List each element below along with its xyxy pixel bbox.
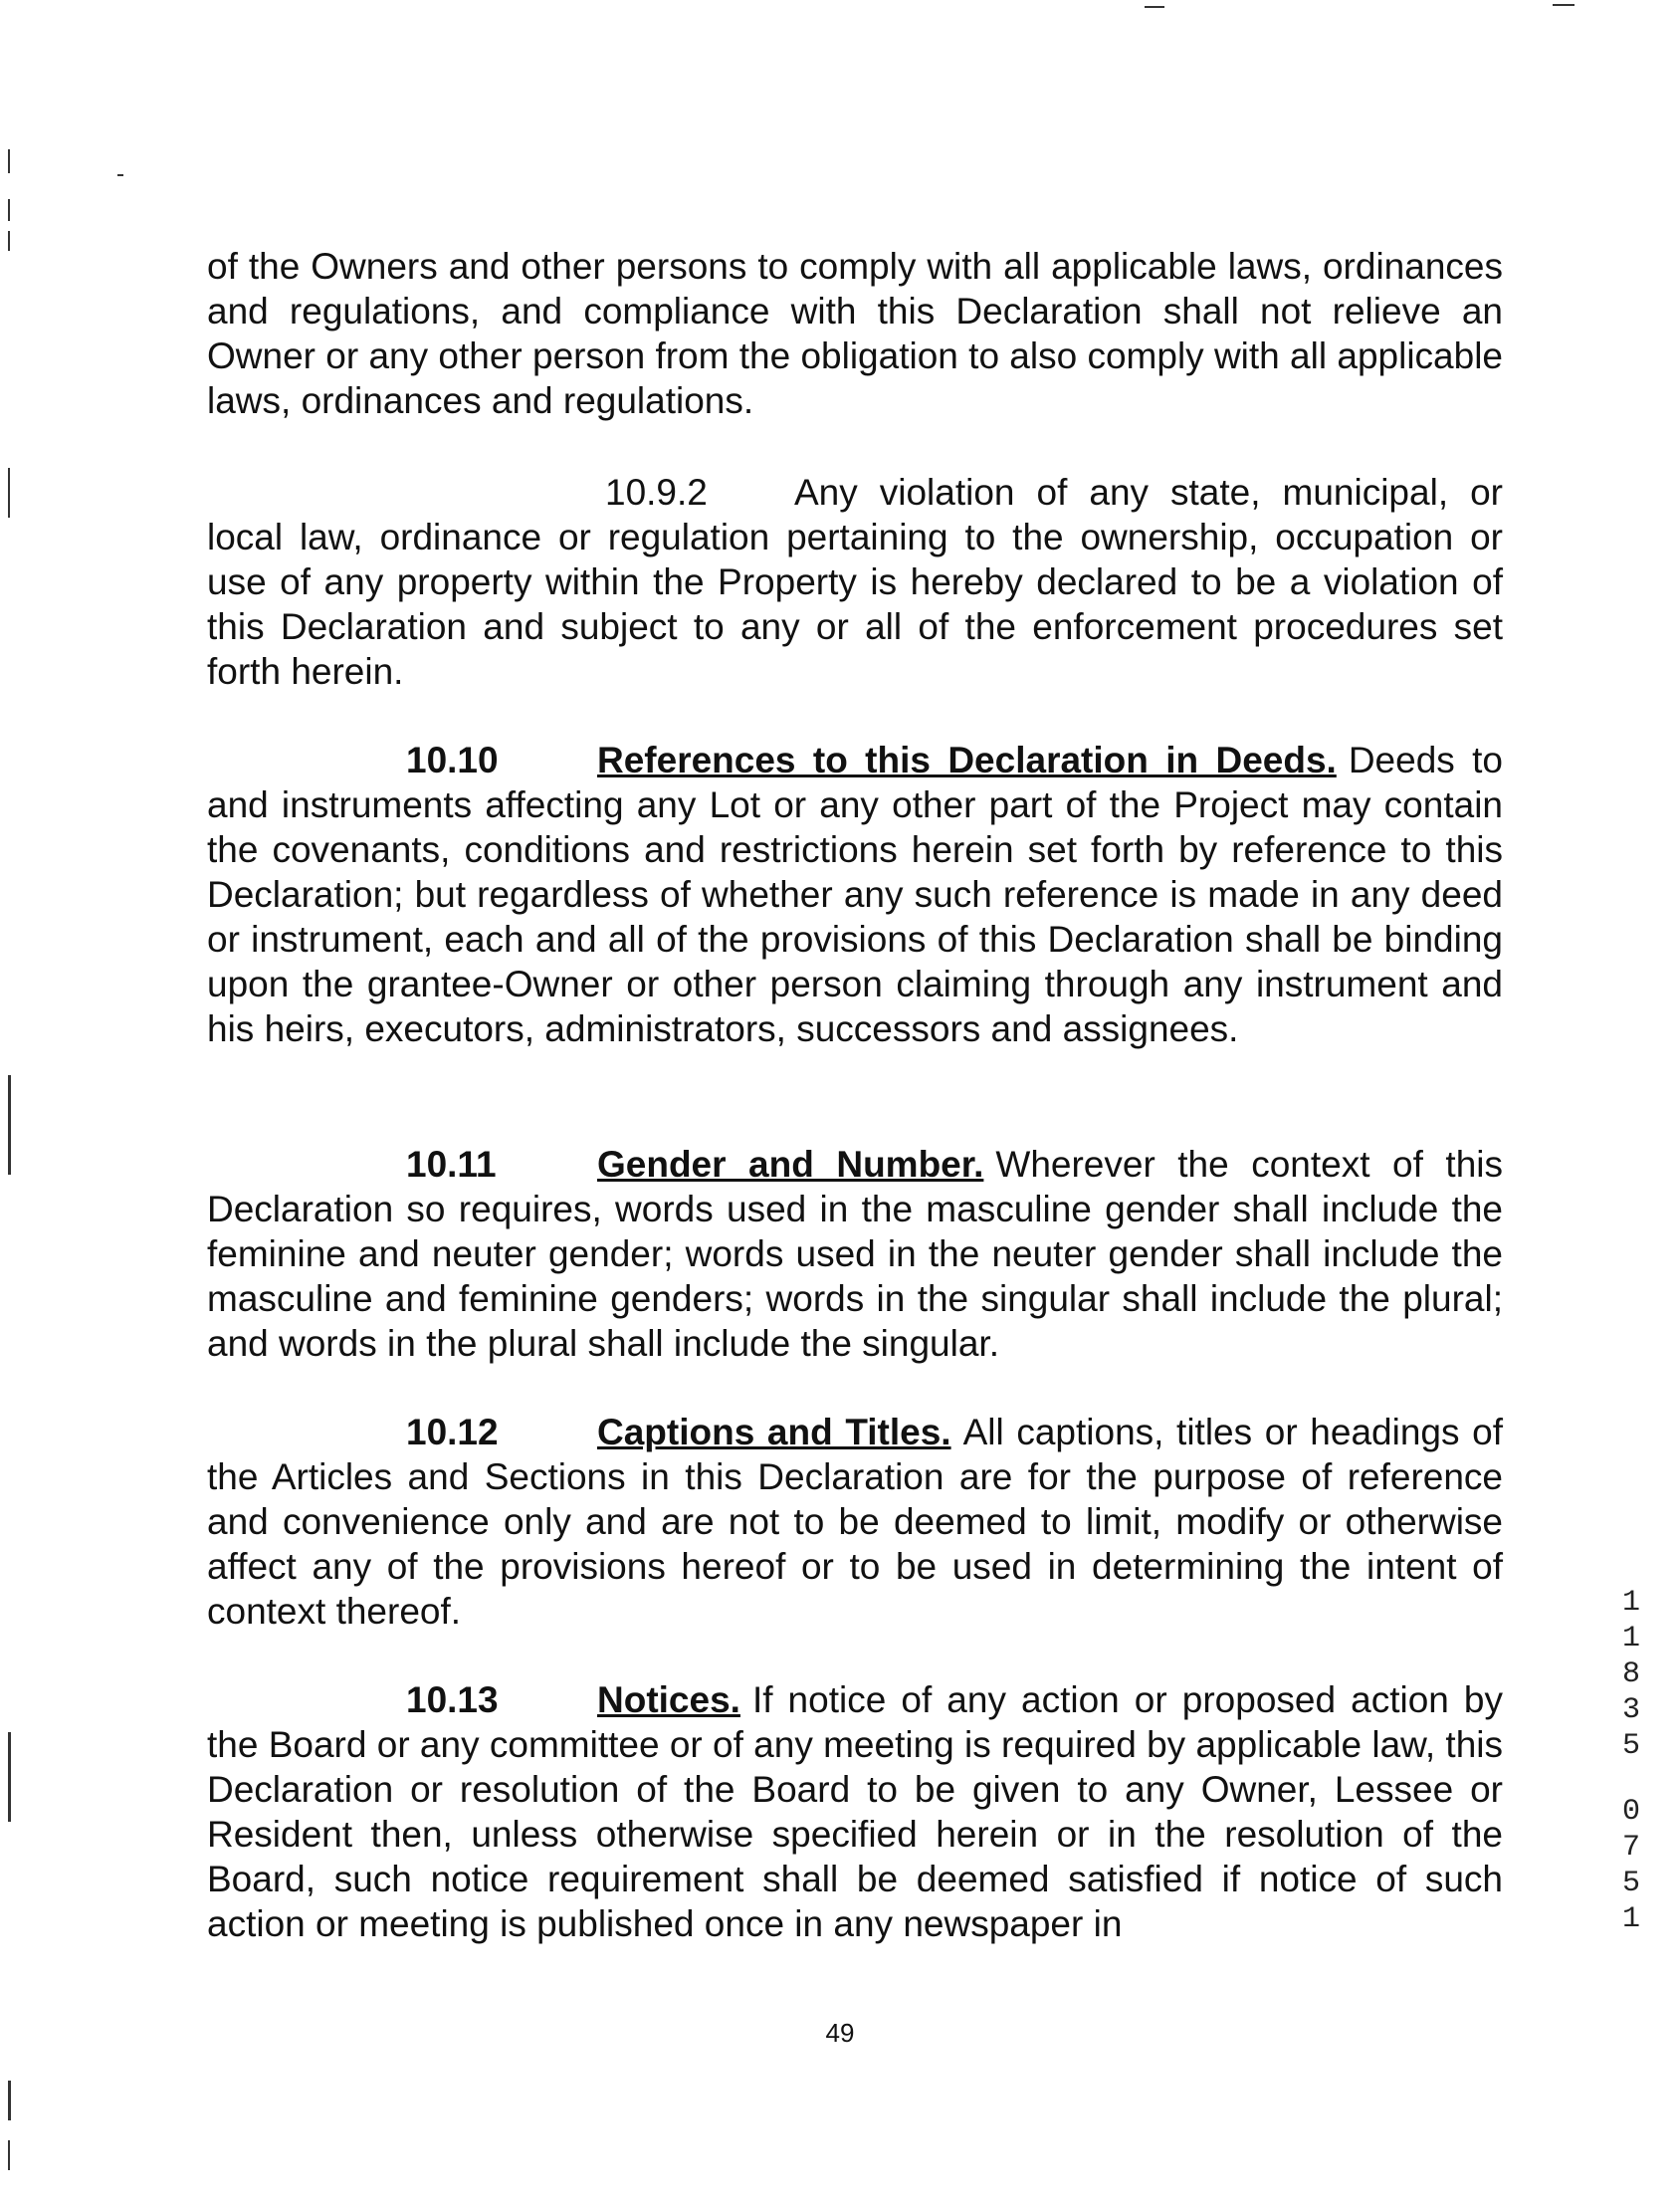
- stamp-gap: [1616, 1764, 1646, 1794]
- scan-mark: [1553, 4, 1575, 6]
- section-title: Captions and Titles.: [597, 1412, 951, 1452]
- section-10-13: [207, 1677, 1503, 1946]
- stamp-digit: 7: [1621, 1831, 1640, 1865]
- section-number: 10.13: [406, 1679, 499, 1720]
- stamp-digit: 8: [1621, 1657, 1640, 1691]
- section-number: 10.9.2: [605, 472, 708, 513]
- scan-mark: [8, 149, 10, 173]
- section-10-11: [207, 1142, 1503, 1366]
- continuation-text: of the Owners and other persons to comply with all applicable laws, ordinances and regulations, and compliance with this Declaration shall not relieve an Owner or any other person from the obligation to also comply with all applicable laws, ordinances and regulations.: [207, 246, 1503, 421]
- section-text: All captions, titles or headings of the Articles and Sections in this Declaration are for the purpose of reference and convenience only and are not to be deemed to limit, modify or otherwise affect any of the provisions hereof or to be used in determining the intent of context thereof.: [207, 1412, 1503, 1632]
- section-10-12: [207, 1410, 1503, 1634]
- section-number: 10.12: [406, 1412, 499, 1452]
- scan-mark: [8, 231, 10, 251]
- scan-mark: [8, 1075, 11, 1175]
- scan-mark: [1145, 6, 1164, 8]
- stamp-digit: 5: [1621, 1867, 1640, 1900]
- stamp-digit: 5: [1621, 1729, 1640, 1763]
- scan-mark: [8, 2081, 11, 2120]
- section-10-10: [207, 738, 1503, 1051]
- section-text: Any violation of any state, municipal, or local law, ordinance or regulation pertaining to the ownership, occupation or use of any property within the Property is hereby declared to be a violation of this Declaration and subject to any or all of the enforcement procedures set forth herein.: [207, 472, 1503, 692]
- continuation-paragraph: [207, 244, 1503, 423]
- side-stamp: [1616, 1585, 1646, 1937]
- scan-mark: [8, 1732, 11, 1822]
- scan-mark: [8, 468, 10, 518]
- section-title: Notices.: [597, 1679, 740, 1720]
- stamp-digit: 3: [1621, 1693, 1640, 1727]
- scan-mark: [8, 199, 10, 221]
- section-number: 10.11: [406, 1144, 497, 1185]
- section-10-9-2: [207, 470, 1503, 694]
- section-title: Gender and Number.: [597, 1144, 984, 1185]
- scan-mark: [8, 2140, 10, 2170]
- scan-mark: [117, 174, 123, 176]
- page-number: 49: [825, 2018, 855, 2048]
- section-text: If notice of any action or proposed action by the Board or any committee or of any meeting is required by applicable law, this Declaration or resolution of the Board to be given to any Owner, Lessee or Resident then, unless otherwise specified herein or in the resolution of the Board, such notice requirement shall be deemed satisfied if notice of such action or meeting is published once in any newspaper in: [207, 1679, 1503, 1944]
- stamp-digit: 1: [1621, 1902, 1640, 1936]
- stamp-digit: 0: [1621, 1795, 1640, 1829]
- stamp-digit: 1: [1621, 1586, 1640, 1620]
- section-text: Deeds to and instruments affecting any Lot or any other part of the Project may contain the covenants, conditions and restrictions herein set forth by reference to this Declaration; but regardless of whether any such reference is made in any deed or instrument, each and all of the provisions of this Declaration shall be binding upon the grantee-Owner or other person claiming through any instrument and his heirs, executors, administrators, successors and assignees.: [207, 740, 1503, 1049]
- section-number: 10.10: [406, 740, 499, 780]
- stamp-digit: 1: [1621, 1622, 1640, 1656]
- section-title: References to this Declaration in Deeds.: [597, 740, 1337, 780]
- section-text: Wherever the context of this Declaration so requires, words used in the masculine gender shall include the feminine and neuter gender; words used in the neuter gender shall include the masculine and feminine genders; words in the singular shall include the plural; and words in the plural shall include the singular.: [207, 1144, 1503, 1364]
